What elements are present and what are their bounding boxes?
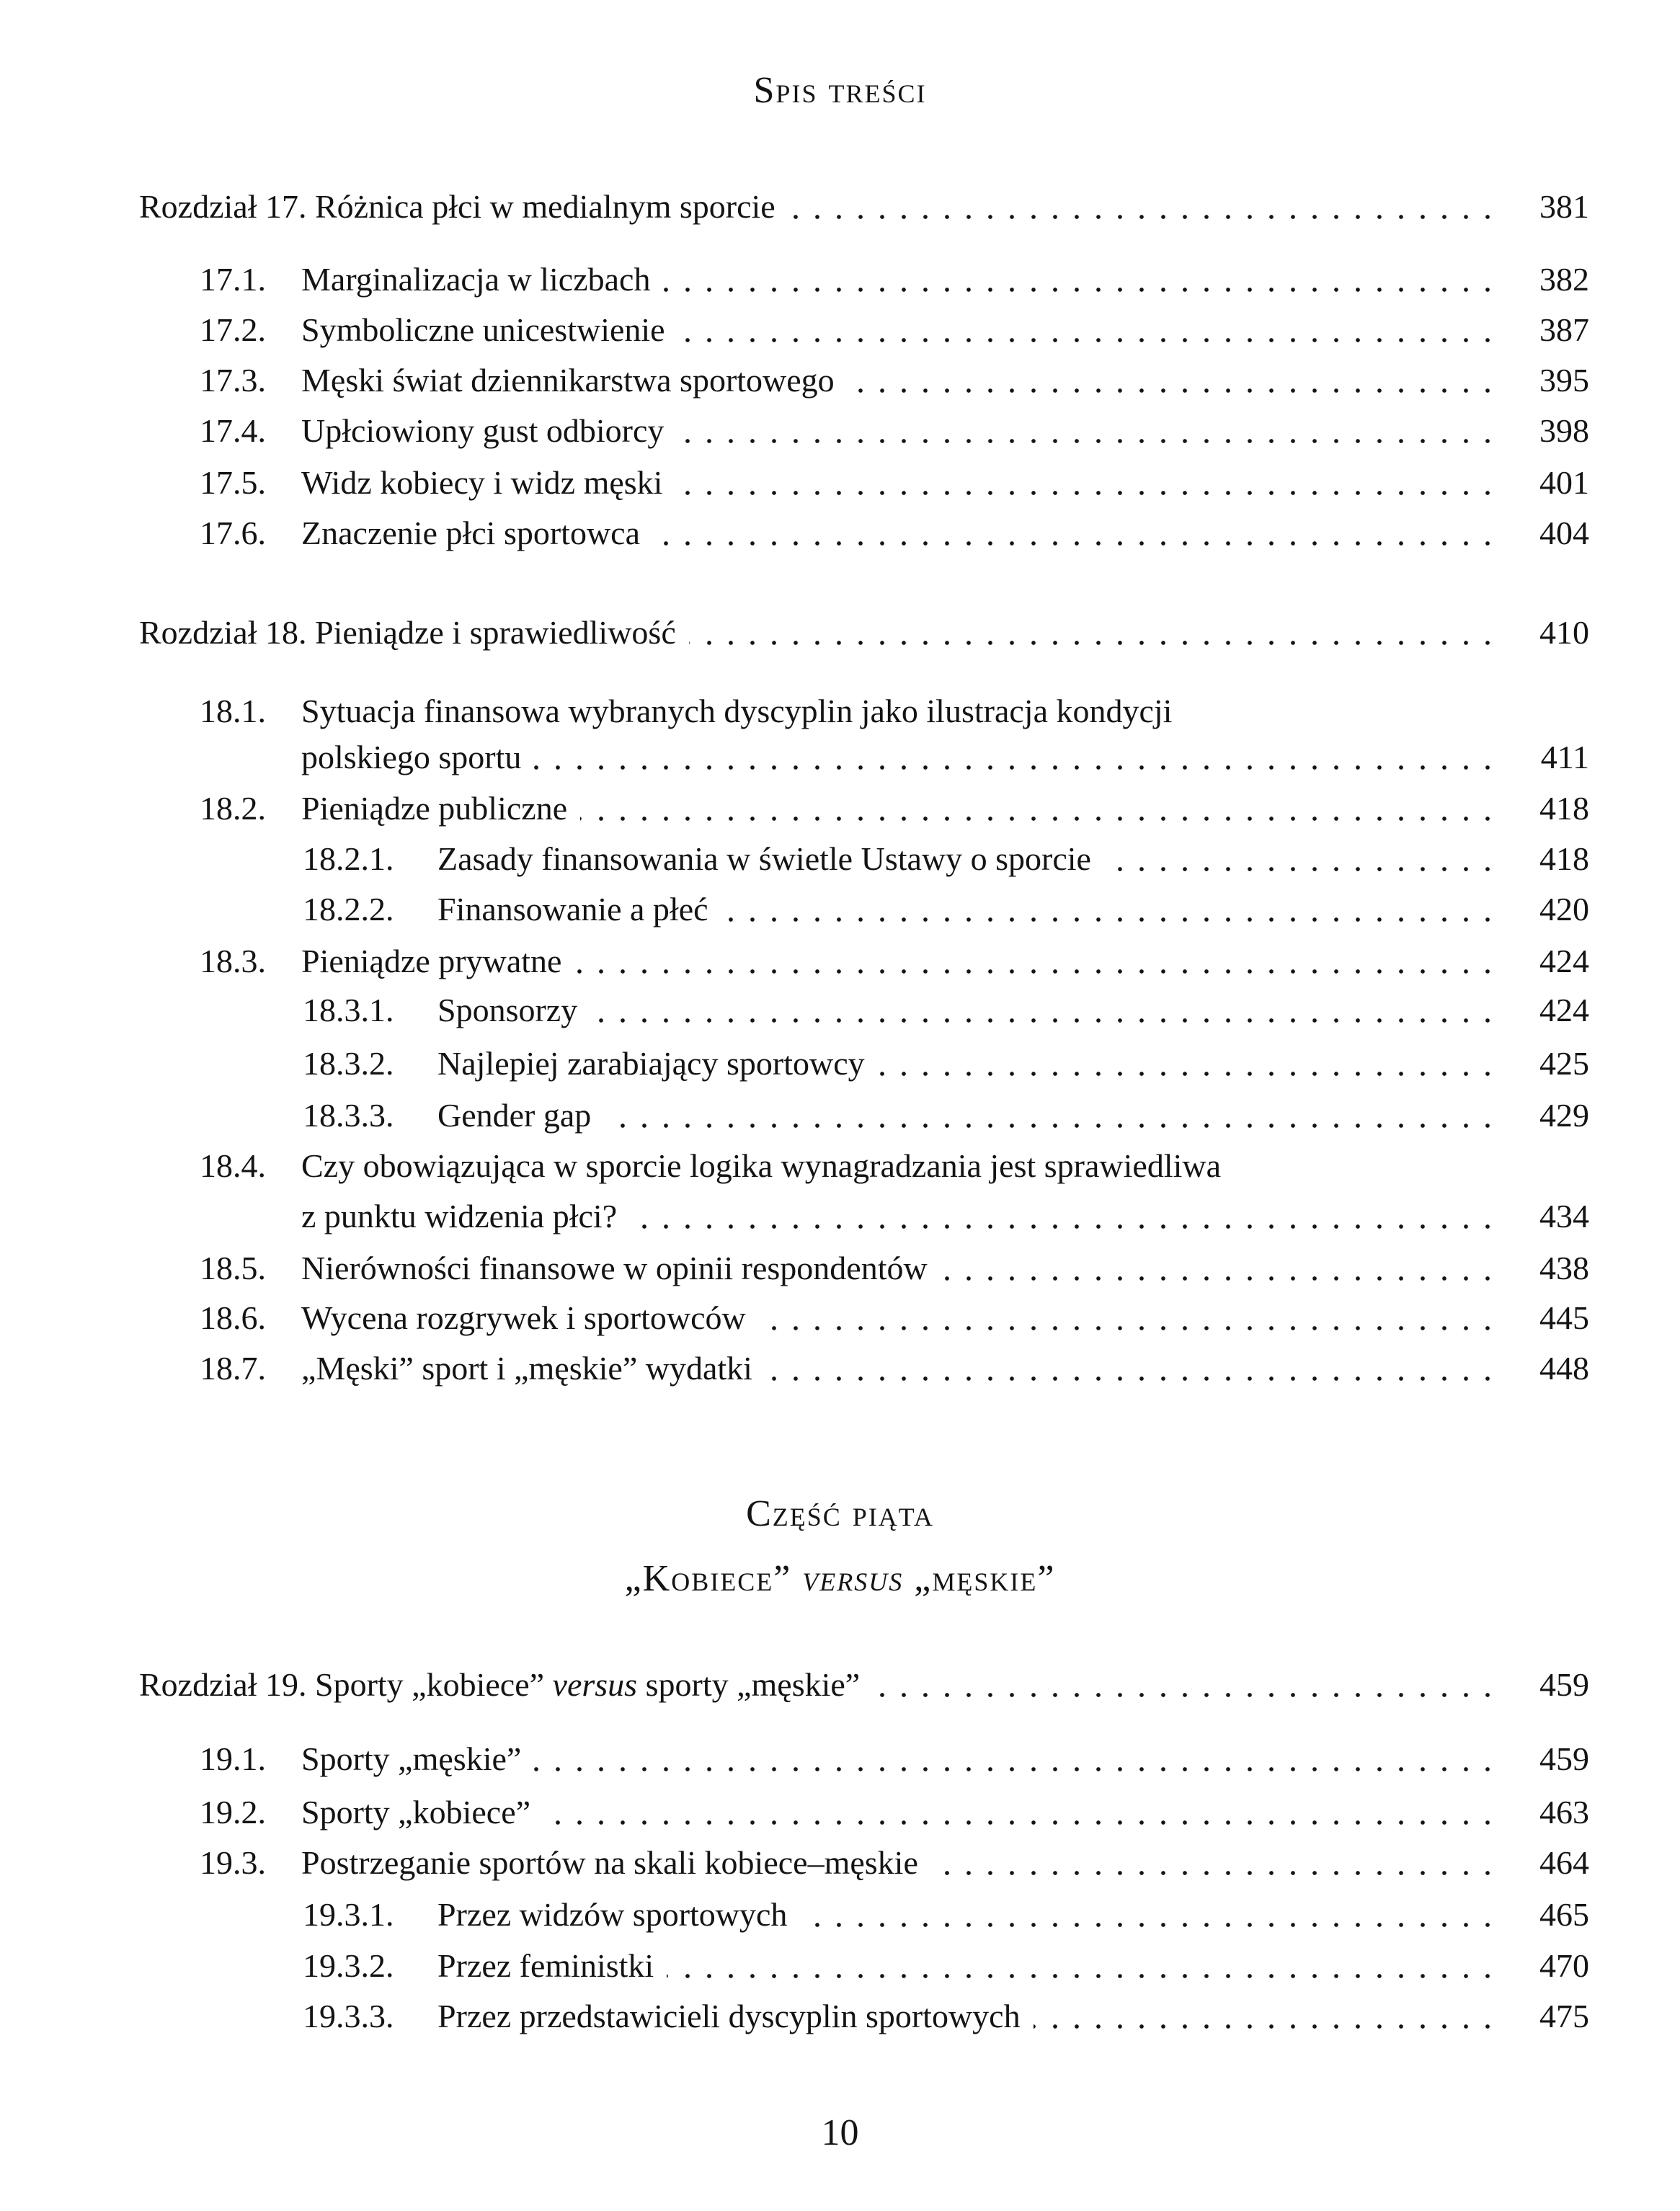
toc-entry-number: 18.4. bbox=[200, 1147, 266, 1184]
dot-leader bbox=[788, 185, 1498, 228]
toc-page-number: 463 bbox=[1539, 1794, 1589, 1830]
dot-leader bbox=[1034, 1995, 1498, 2038]
toc-entry-title: Sporty „kobiece” bbox=[301, 1791, 541, 1834]
dot-leader bbox=[630, 1195, 1498, 1238]
toc-subsection-18-3-1[interactable] bbox=[0, 989, 1680, 1032]
toc-entry-title: Symboliczne unicestwienie bbox=[301, 308, 675, 352]
toc-section-17-3[interactable] bbox=[0, 359, 1680, 402]
dot-leader bbox=[590, 989, 1498, 1032]
dot-leader bbox=[653, 512, 1498, 555]
dot-leader bbox=[721, 888, 1498, 931]
toc-entry-number: 18.2.2. bbox=[303, 891, 394, 927]
title-post: sporty „męskie” bbox=[637, 1666, 861, 1703]
toc-page-number: 418 bbox=[1539, 790, 1589, 827]
toc-page-number: 445 bbox=[1539, 1299, 1589, 1336]
dot-leader bbox=[543, 1791, 1498, 1834]
toc-section-17-1[interactable] bbox=[0, 258, 1680, 301]
dot-leader bbox=[878, 1042, 1498, 1085]
toc-entry-title: Zasady finansowania w świetle Ustawy o sporcie bbox=[437, 837, 1101, 881]
dot-leader bbox=[941, 1247, 1498, 1290]
toc-page-number: 459 bbox=[1539, 1666, 1589, 1703]
part-subtitle-post: „męskie” bbox=[914, 1558, 1056, 1599]
toc-entry-number: 17.1. bbox=[200, 261, 266, 298]
toc-entry-title: Gender gap bbox=[437, 1094, 601, 1137]
page-number: 10 bbox=[821, 2112, 859, 2153]
toc-entry-number: 18.3.1. bbox=[303, 992, 394, 1028]
toc-entry-title: Przez widzów sportowych bbox=[437, 1893, 797, 1936]
toc-section-18-1[interactable] bbox=[0, 690, 1680, 733]
toc-entry-title: Męski świat dziennikarstwa sportowego bbox=[301, 359, 845, 402]
toc-page-number: 434 bbox=[1539, 1198, 1589, 1234]
title-pre: Rozdział 19. Sporty „kobiece” bbox=[139, 1666, 553, 1703]
toc-section-18-3[interactable] bbox=[0, 940, 1680, 983]
dot-leader bbox=[534, 1738, 1498, 1781]
toc-entry-title: Finansowanie a płeć bbox=[437, 888, 719, 931]
toc-section-17-2[interactable] bbox=[0, 308, 1680, 352]
toc-entry-title: Widz kobiecy i widz męski bbox=[301, 461, 672, 504]
toc-entry-number: 17.4. bbox=[200, 412, 266, 449]
toc-section-19-2[interactable] bbox=[0, 1791, 1680, 1834]
toc-entry-title: Rozdział 17. Różnica płci w medialnym sporcie bbox=[139, 185, 786, 228]
toc-entry-title: Czy obowiązująca w sporcie logika wynagradzania jest sprawiedliwa bbox=[301, 1144, 1231, 1188]
toc-entry-title: „Męski” sport i „męskie” wydatki bbox=[301, 1347, 763, 1390]
toc-page-number: 429 bbox=[1539, 1097, 1589, 1134]
toc-entry-number: 19.3.3. bbox=[303, 1998, 394, 2034]
toc-entry-number: 19.3.1. bbox=[303, 1896, 394, 1933]
toc-entry-number: 19.1. bbox=[200, 1740, 266, 1777]
toc-entry-number: 17.2. bbox=[200, 311, 266, 348]
part-subtitle-pre: „Kobiece” bbox=[624, 1558, 792, 1599]
toc-page-number: 459 bbox=[1539, 1740, 1589, 1777]
toc-page-number: 404 bbox=[1539, 515, 1589, 551]
toc-page-number: 424 bbox=[1539, 992, 1589, 1028]
toc-entry-number: 19.3. bbox=[200, 1844, 266, 1881]
toc-page-number: 470 bbox=[1539, 1947, 1589, 1984]
toc-entry-title: Przez przedstawicieli dyscyplin sportowych bbox=[437, 1995, 1031, 2038]
toc-subsection-18-3-3[interactable] bbox=[0, 1094, 1680, 1137]
toc-section-18-4[interactable] bbox=[0, 1144, 1680, 1188]
toc-page-number: 381 bbox=[1539, 188, 1589, 225]
toc-section-17-6[interactable] bbox=[0, 512, 1680, 555]
toc-page-number: 395 bbox=[1539, 362, 1589, 399]
toc-section-19-3[interactable] bbox=[0, 1841, 1680, 1885]
toc-entry-number: 18.2. bbox=[200, 790, 266, 827]
dot-leader bbox=[873, 1663, 1498, 1707]
dot-leader bbox=[678, 308, 1498, 352]
toc-page-number: 438 bbox=[1539, 1250, 1589, 1286]
toc-chapter-19[interactable] bbox=[0, 1663, 1680, 1707]
toc-subsection-18-2-1[interactable] bbox=[0, 837, 1680, 881]
dot-leader bbox=[534, 736, 1498, 779]
toc-entry-title-continued: polskiego sportu bbox=[301, 736, 531, 779]
toc-page-number: 425 bbox=[1539, 1045, 1589, 1082]
toc-entry-title: Pieniądze publiczne bbox=[301, 787, 577, 830]
toc-entry-title: Pieniądze prywatne bbox=[301, 940, 572, 983]
toc-page-number: 398 bbox=[1539, 412, 1589, 449]
toc-entry-title: Wycena rozgrywek i sportowców bbox=[301, 1296, 756, 1340]
toc-entry-title: Marginalizacja w liczbach bbox=[301, 258, 660, 301]
dot-leader bbox=[574, 940, 1498, 983]
dot-leader bbox=[759, 1296, 1498, 1340]
toc-section-17-5[interactable] bbox=[0, 461, 1680, 504]
dot-leader bbox=[604, 1094, 1498, 1137]
toc-section-18-1-continued[interactable] bbox=[0, 736, 1680, 779]
part-heading: Część piąta bbox=[746, 1493, 934, 1534]
toc-entry-title: Upłciowiony gust odbiorcy bbox=[301, 409, 674, 453]
toc-entry-number: 18.7. bbox=[200, 1350, 266, 1387]
toc-subsection-19-3-3[interactable] bbox=[0, 1995, 1680, 2038]
toc-section-18-4-continued[interactable] bbox=[0, 1195, 1680, 1238]
dot-leader bbox=[675, 461, 1498, 504]
toc-page-number: 475 bbox=[1539, 1998, 1589, 2034]
toc-entry-number: 18.5. bbox=[200, 1250, 266, 1286]
toc-entry-number: 17.6. bbox=[200, 515, 266, 551]
toc-entry-number: 18.2.1. bbox=[303, 840, 394, 877]
dot-leader bbox=[1104, 837, 1498, 881]
toc-entry-title: Najlepiej zarabiający sportowcy bbox=[437, 1042, 875, 1085]
toc-section-18-7[interactable] bbox=[0, 1347, 1680, 1390]
toc-subsection-19-3-1[interactable] bbox=[0, 1893, 1680, 1936]
toc-entry-title-continued: z punktu widzenia płci? bbox=[301, 1195, 627, 1238]
dot-leader bbox=[765, 1347, 1498, 1390]
part-subtitle bbox=[0, 1560, 1680, 1598]
toc-page-number: 424 bbox=[1539, 943, 1589, 979]
dot-leader bbox=[667, 1944, 1498, 1988]
title-italic: versus bbox=[552, 1666, 638, 1703]
toc-page-number: 418 bbox=[1539, 840, 1589, 877]
toc-section-17-4[interactable] bbox=[0, 409, 1680, 453]
toc-entry-number: 18.6. bbox=[200, 1299, 266, 1336]
toc-entry-number: 18.3. bbox=[200, 943, 266, 979]
dot-leader bbox=[689, 611, 1498, 654]
dot-leader bbox=[663, 258, 1498, 301]
toc-chapter-17[interactable] bbox=[0, 185, 1680, 228]
toc-entry-number: 17.3. bbox=[200, 362, 266, 399]
dot-leader bbox=[800, 1893, 1498, 1936]
dot-leader bbox=[580, 787, 1498, 830]
toc-entry-title: Przez feministki bbox=[437, 1944, 664, 1988]
dot-leader bbox=[848, 359, 1498, 402]
part-subtitle-versus: versus bbox=[802, 1558, 904, 1599]
toc-page-number: 382 bbox=[1539, 261, 1589, 298]
toc-page-number: 464 bbox=[1539, 1844, 1589, 1881]
toc-page-number: 410 bbox=[1539, 614, 1589, 651]
toc-entry-title: Rozdział 18. Pieniądze i sprawiedliwość bbox=[139, 611, 686, 654]
toc-entry-title: Postrzeganie sportów na skali kobiece–męskie bbox=[301, 1841, 928, 1885]
toc-section-19-1[interactable] bbox=[0, 1738, 1680, 1781]
toc-section-18-5[interactable] bbox=[0, 1247, 1680, 1290]
toc-section-18-6[interactable] bbox=[0, 1296, 1680, 1340]
toc-entry-number: 18.1. bbox=[200, 693, 266, 729]
toc-subsection-19-3-2[interactable] bbox=[0, 1944, 1680, 1988]
toc-chapter-18[interactable] bbox=[0, 611, 1680, 654]
toc-entry-number: 19.2. bbox=[200, 1794, 266, 1830]
page-title: Spis treści bbox=[753, 70, 927, 111]
toc-subsection-18-3-2[interactable] bbox=[0, 1042, 1680, 1085]
toc-subsection-18-2-2[interactable] bbox=[0, 888, 1680, 931]
toc-page-number: 465 bbox=[1539, 1896, 1589, 1933]
toc-entry-title: Sytuacja finansowa wybranych dyscyplin jako ilustracja kondycji bbox=[301, 690, 1182, 733]
toc-entry-title: Sponsorzy bbox=[437, 989, 587, 1032]
toc-entry-number: 17.5. bbox=[200, 464, 266, 501]
toc-page-number: 420 bbox=[1539, 891, 1589, 927]
toc-section-18-2[interactable] bbox=[0, 787, 1680, 830]
toc-entry-number: 18.3.2. bbox=[303, 1045, 394, 1082]
toc-entry-number: 19.3.2. bbox=[303, 1947, 394, 1984]
dot-leader bbox=[931, 1841, 1498, 1885]
toc-page-number: 401 bbox=[1539, 464, 1589, 501]
toc-entry-title bbox=[139, 1663, 870, 1707]
toc-page-number: 387 bbox=[1539, 311, 1589, 348]
toc-entry-title: Sporty „męskie” bbox=[301, 1738, 531, 1781]
toc-entry-number: 18.3.3. bbox=[303, 1097, 394, 1134]
toc-entry-title: Nierówności finansowe w opinii respondentów bbox=[301, 1247, 938, 1290]
toc-page-number: 448 bbox=[1539, 1350, 1589, 1387]
dot-leader bbox=[677, 409, 1498, 453]
toc-entry-title: Znaczenie płci sportowca bbox=[301, 512, 650, 555]
toc-page-number: 411 bbox=[1540, 739, 1589, 775]
